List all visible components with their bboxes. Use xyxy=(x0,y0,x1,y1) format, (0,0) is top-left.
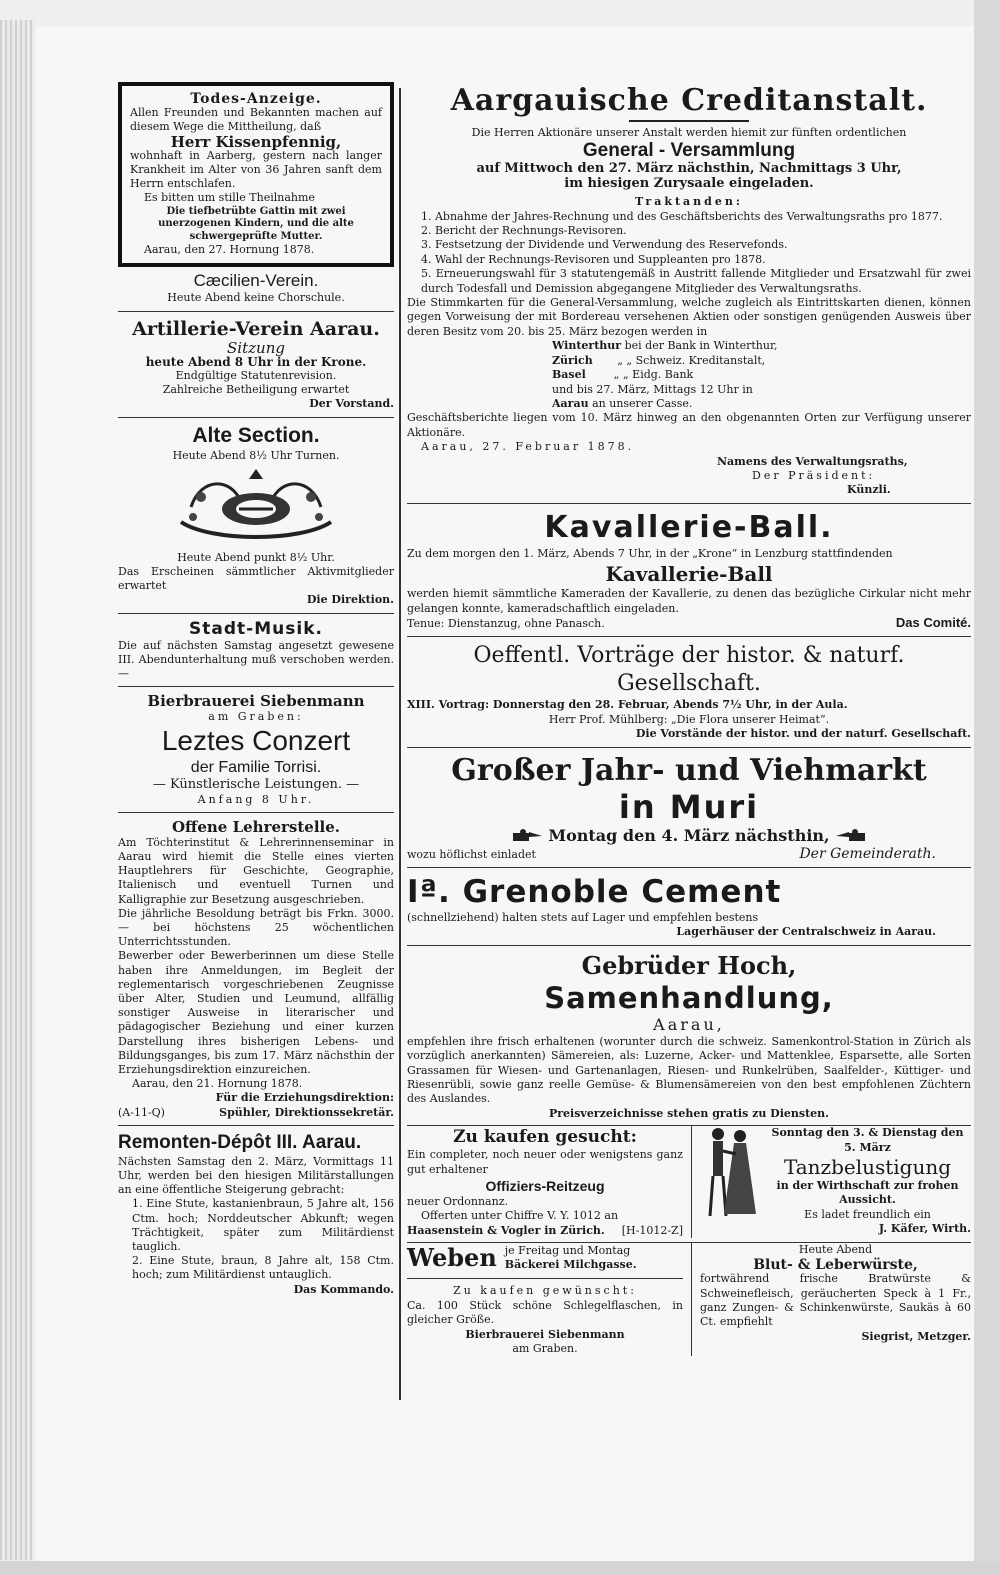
kav-tenue: Tenue: Dienstanzug, ohne Panasch. xyxy=(407,616,605,630)
credit-line-2: auf Mittwoch den 27. März nächsthin, Nachmittags 3 Uhr, xyxy=(476,161,902,177)
tanz-line-2: in der Wirthschaft zur frohen Aussicht. xyxy=(776,1179,959,1207)
divider xyxy=(407,945,971,946)
lehrer-date: Aarau, den 21. Hornung 1878. xyxy=(132,1077,303,1091)
alte-section-line-2: Das Erscheinen sämmtlicher Aktivmitglieder erwartet xyxy=(118,564,394,593)
credit-item-2: 2. Bericht der Rechnungs-Revisoren. xyxy=(421,224,627,238)
bottom-split-2 xyxy=(407,1242,971,1356)
credit-places xyxy=(407,339,971,411)
artillerie-title: Artillerie-Verein Aarau. xyxy=(132,317,380,340)
vortraege-line-2: Herr Prof. Mühlberg: „Die Flora unserer Heimat“. xyxy=(548,712,830,726)
tanz-big: Tanzbelustigung xyxy=(783,1155,952,1180)
hoch-p1: empfehlen ihre frisch erhaltenen (worunter durch die schweiz. Samenkontrol-Station in Zürich als vorzüglich anerkannten) Sämereien, als: Luzerne, Acker- und Mattenklee, Esparsette, alle Sorten Grassamen für Wiesen- und Gartenanlagen, Riesen- und Runkelrüben, Saalfelder-, Küttiger- und Riesenrübli, sowie ganz reelle Gemüse- & Blumensämereien von den best empfohlenen Züchtern des Auslandes. xyxy=(407,1034,971,1106)
tanz-line-3: Es ladet freundlich ein xyxy=(804,1207,931,1221)
hoch-city: Aarau, xyxy=(653,1014,725,1034)
lehrer-p3: Bewerber oder Bewerberinnen um diese Stelle haben ihre Anmeldungen, im Begleit der reglementarisch vorgeschriebenen Zeugnisse über Alter, Studien und Leumund, allfällig sonstiger Ausweise in literarischer und pädagogischer Beziehung und einer kurzen Darstellung ihres bisherigen Lebens- und Bildungsganges, bis zum 17. März nächsthin der Erziehungsdirektion einzureichen. xyxy=(118,949,394,1077)
credit-date: Aarau, 27. Februar 1878. xyxy=(421,440,635,454)
wehen-line-1: je Freitag und Montag xyxy=(504,1243,631,1257)
vortraege-line-1: XIII. Vortrag: Donnerstag den 28. Februar, Abends 7½ Uhr, in der Aula. xyxy=(407,698,848,712)
artillerie-line-2: Endgültige Statutenrevision. xyxy=(175,368,337,382)
pointing-hand-right-icon xyxy=(513,829,543,843)
wurst-title: Blut- & Leberwürste, xyxy=(753,1256,918,1273)
credit-p2: Geschäftsberichte liegen vom 10. März hinweg an den obgenannten Orten zur Verfügung unserer Aktionäre. xyxy=(407,411,971,439)
place-basel: Basel xyxy=(552,368,586,382)
page-edge-stack xyxy=(0,20,34,1560)
bottom-split-1 xyxy=(407,1125,971,1238)
credit-line-1: Die Herren Aktionäre unserer Anstalt werden hiemit zur fünften ordentlichen xyxy=(471,126,907,139)
tanz-ad xyxy=(692,1126,971,1238)
place-deadline: und bis 27. März, Mittags 12 Uhr in xyxy=(552,382,753,396)
credit-line-3: im hiesigen Zurysaale eingeladen. xyxy=(564,175,814,191)
remonten-p1: Nächsten Samstag den 2. März, Vormittags 11 Uhr, werden bei den hiesigen Militärstallungen an eine öffentliche Steigerung gebracht: xyxy=(118,1154,394,1197)
lehrer-sign-1: Für die Erziehungsdirektion: xyxy=(215,1091,394,1105)
death-name: Herr Kissenpfennig, xyxy=(170,132,342,151)
bierbrauerei-title: Bierbrauerei Siebenmann xyxy=(147,692,365,711)
credit-gv: General - Versammlung xyxy=(582,140,796,162)
wehen-line-2: Bäckerei Milchgasse. xyxy=(504,1258,637,1272)
credit-title: Aargauische Creditanstalt. xyxy=(450,83,928,118)
wehen-big: Weben xyxy=(407,1243,497,1273)
death-text-2: wohnhaft in Aarberg, gestern nach langer Krankheit im Alter von 36 Jahren sanft dem Herrn entschlafen. xyxy=(130,148,382,191)
artillerie-line-3: Zahlreiche Betheiligung erwartet xyxy=(162,383,350,397)
scan-bottom-shade xyxy=(0,1561,1000,1575)
wehen-ad xyxy=(407,1243,683,1273)
credit-item-4: 4. Wahl der Rechnungs-Revisoren und Suppleanten pro 1878. xyxy=(421,252,766,266)
kaufen-line-4: Haasenstein & Vogler in Zürich. xyxy=(407,1223,605,1237)
cement-line-1: (schnellziehend) halten stets auf Lager und empfehlen bestens xyxy=(407,911,759,924)
divider xyxy=(407,503,971,504)
lehrer-sign-row xyxy=(118,1106,394,1120)
place-aarau-text: an unserer Casse. xyxy=(592,396,693,410)
credit-p1: Die Stimmkarten für die General-Versammlung, welche zugleich als Eintrittskarten dienen, können gegen Vorweisung der mit Bordereau versehenen Aktien oder sonstigen genügenden Ausweis über deren Besitz vom 20. bis 25. März bezogen werden in xyxy=(407,296,971,338)
credit-item-1: 1. Abnahme der Jahres-Rechnung und des Geschäftsberichts des Verwaltungsraths pro 1877. xyxy=(421,209,943,223)
bierbrauerei-sub: am Graben: xyxy=(208,710,304,724)
scan-right-shade xyxy=(974,0,1000,1575)
lehrer-p2: Die jährliche Besoldung beträgt bis Frkn. 3000. — bei höchstens 25 wöchentlichen Unterrichtsstunden. xyxy=(118,906,394,949)
place-aarau: Aarau xyxy=(552,396,589,410)
bierbrauerei-family: der Familie Torrisi. xyxy=(190,759,322,777)
wurst-ad xyxy=(692,1243,971,1356)
caecilien-title: Cæcilien-Verein. xyxy=(193,271,319,291)
credit-traktanden: Traktanden: xyxy=(635,195,743,209)
kaufen-line-3: Offerten unter Chiffre V. Y. 1012 an xyxy=(421,1209,619,1223)
tanz-sign: J. Käfer, Wirth. xyxy=(878,1222,971,1236)
alte-section-line-1: Heute Abend punkt 8½ Uhr. xyxy=(177,550,335,564)
hoch-price: Preisverzeichnisse stehen gratis zu Diensten. xyxy=(548,1106,829,1120)
vortraege-sign: Die Vorstände der histor. und der naturf. Gesellschaft. xyxy=(635,727,971,741)
muri-title-2: in Muri xyxy=(618,787,760,826)
artillerie-sub: Sitzung xyxy=(227,338,285,357)
hoch-title-2: Samenhandlung, xyxy=(544,980,834,1015)
right-column xyxy=(407,82,971,1356)
vortraege-title: Oeffentl. Vorträge der histor. & naturf. Gesellschaft. xyxy=(473,643,905,697)
death-title: Todes-Anzeige. xyxy=(190,91,322,107)
death-notice xyxy=(118,82,394,267)
remonten-sign: Das Kommando. xyxy=(293,1282,394,1296)
flaschen-title: Zu kaufen gewünscht: xyxy=(453,1284,637,1298)
kaufen-line-1: Ein completer, noch neuer oder wenigstens ganz gut erhaltener xyxy=(407,1148,683,1176)
kaufen-big: Offiziers-Reitzeug xyxy=(485,1178,605,1195)
divider xyxy=(407,747,971,748)
death-text-4: Die tiefbetrübte Gattin mit zwei unerzogenen Kindern, und die alte schwergeprüfte Mutter. xyxy=(158,205,354,242)
divider xyxy=(118,613,394,614)
muri-foot xyxy=(407,847,971,862)
dancing-couple-icon xyxy=(700,1126,758,1222)
flaschen-sign: Bierbrauerei Siebenmann xyxy=(465,1327,625,1341)
artillerie-sign: Der Vorstand. xyxy=(309,397,394,411)
muri-date-row xyxy=(407,825,971,847)
credit-sign-1: Namens des Verwaltungsraths, xyxy=(717,454,908,468)
bierbrauerei-start: Anfang 8 Uhr. xyxy=(197,792,315,806)
cement-sign: Lagerhäuser der Centralschweiz in Aarau. xyxy=(676,925,936,939)
muri-title-1: Großer Jahr- und Viehmarkt xyxy=(451,752,927,788)
divider xyxy=(118,1125,394,1126)
alte-section-sign: Die Direktion. xyxy=(306,593,394,607)
place-basel-text: „ „ Eidg. Bank xyxy=(613,368,694,382)
kav-sub: Kavallerie-Ball xyxy=(605,562,773,587)
title-underline xyxy=(629,120,749,122)
place-winterthur-text: bei der Bank in Winterthur, xyxy=(624,339,778,353)
kaufen-ad xyxy=(407,1126,692,1238)
stadt-musik-title: Stadt-Musik. xyxy=(189,618,323,639)
lehrer-sign-2: Spühler, Direktionssekretär. xyxy=(219,1105,394,1119)
place-winterthur: Winterthur xyxy=(552,339,622,353)
kaufen-title: Zu kaufen gesucht: xyxy=(453,1127,637,1148)
divider xyxy=(407,867,971,868)
remonten-item-2: 2. Eine Stute, braun, 8 Jahre alt, 158 Ctm. hoch; zum Militärdienst untauglich. xyxy=(132,1254,394,1282)
bierbrauerei-big: Leztes Conzert xyxy=(161,725,351,757)
wurst-sign: Siegrist, Metzger. xyxy=(861,1329,971,1343)
divider xyxy=(407,1278,683,1279)
divider xyxy=(118,686,394,687)
lehrer-p1: Am Töchterinstitut & Lehrerinnenseminar in Aarau wird hiemit die Stelle eines vierten Hauptlehrers für Geschichte, Geographie, Italienisch und eventuell Turnen und Kalligraphie zur Besetzung ausgeschrieben. xyxy=(118,835,394,906)
flaschen-sub: am Graben. xyxy=(512,1341,578,1355)
muri-line-1: wozu höflichst einladet xyxy=(407,847,536,861)
lehrer-code: (A-11-Q) xyxy=(118,1105,165,1119)
left-column xyxy=(118,82,394,1297)
credit-item-3: 3. Festsetzung der Dividende und Verwendung des Reservefonds. xyxy=(421,238,788,252)
caecilien-text: Heute Abend keine Chorschule. xyxy=(167,291,345,305)
credit-sign-3: Künzli. xyxy=(847,483,891,497)
hoch-title-1: Gebrüder Hoch, xyxy=(581,950,797,980)
divider xyxy=(118,417,394,418)
credit-item-5: 5. Erneuerungswahl für 3 statutengemäß in Austritt fallende Mitglieder und Ersatzwahl für zwei durch Todesfall und Demission abgegangene Mitglieder des Verwaltungsraths. xyxy=(421,267,971,295)
kav-title: Kavallerie-Ball. xyxy=(544,509,834,545)
remonten-item-1: 1. Eine Stute, kastanienbraun, 5 Jahre alt, 156 Ctm. hoch; Norddeutscher Abkunft; wegen Trächtigkeit, später zum Militärdienst tauglich. xyxy=(132,1197,394,1254)
kaufen-code: [H-1012-Z] xyxy=(621,1223,683,1237)
kav-foot xyxy=(407,616,971,631)
cement-title: Iª. Grenoble Cement xyxy=(407,874,782,910)
death-text-1: Allen Freunden und Bekannten machen auf diesem Wege die Mittheilung, daß xyxy=(130,106,382,134)
left-small-ads xyxy=(407,1243,692,1356)
muri-date: Montag den 4. März nächsthin, xyxy=(548,825,830,845)
death-date: Aarau, den 27. Hornung 1878. xyxy=(144,243,315,257)
wurst-line-1: Heute Abend xyxy=(798,1243,873,1257)
tanz-line-1: Sonntag den 3. & Dienstag den 5. März xyxy=(771,1126,964,1154)
column-rule xyxy=(399,88,401,1400)
kav-line-2: werden hiemit sämmtliche Kameraden der Kavallerie, zu denen das bezügliche Cirkular nicht mehr gelangen konnte, kameradschaftlich eingeladen. xyxy=(407,587,971,615)
flaschen-line-1: Ca. 100 Stück schöne Schlegelflaschen, in gleicher Größe. xyxy=(407,1298,683,1327)
place-zuerich: Zürich xyxy=(552,353,593,367)
wurst-line-2: fortwährend frische Bratwürste & Schweinefleisch, geräucherten Speck à 1 Fr., ganz Zungen- & Schinkenwürste, Saukäs à 60 Ct. empfiehlt xyxy=(700,1272,971,1329)
lehrer-title: Offene Lehrerstelle. xyxy=(171,817,341,836)
alte-section-text: Heute Abend 8½ Uhr Turnen. xyxy=(172,448,340,462)
divider xyxy=(118,812,394,813)
divider xyxy=(118,311,394,312)
bierbrauerei-art: — Künstlerische Leistungen. — xyxy=(152,777,360,793)
place-zuerich-text: „ „ Schweiz. Kreditanstalt, xyxy=(617,353,766,367)
credit-sign-2: Der Präsident: xyxy=(752,468,876,482)
alte-section-title: Alte Section. xyxy=(192,423,320,447)
stadt-musik-text: Die auf nächsten Samstag angesetzt gewesene III. Abendunterhaltung muß verschoben werden. — xyxy=(118,638,394,680)
handshake-ornament-icon xyxy=(171,467,341,547)
kaufen-foot xyxy=(407,1224,683,1238)
pointing-hand-left-icon xyxy=(835,829,865,843)
remonten-title: Remonten-Dépôt III. Aarau. xyxy=(118,1131,362,1153)
kav-line-1: Zu dem morgen den 1. März, Abends 7 Uhr, in der „Krone“ in Lenzburg stattfindenden xyxy=(407,546,893,560)
kaufen-line-2: neuer Ordonnanz. xyxy=(407,1195,508,1209)
divider xyxy=(407,636,971,637)
artillerie-line-1: heute Abend 8 Uhr in der Krone. xyxy=(145,354,367,369)
death-text-3: Es bitten um stille Theilnahme xyxy=(144,191,315,205)
muri-sign: Der Gemeinderath. xyxy=(799,845,936,862)
kav-sign: Das Comité. xyxy=(895,614,971,630)
